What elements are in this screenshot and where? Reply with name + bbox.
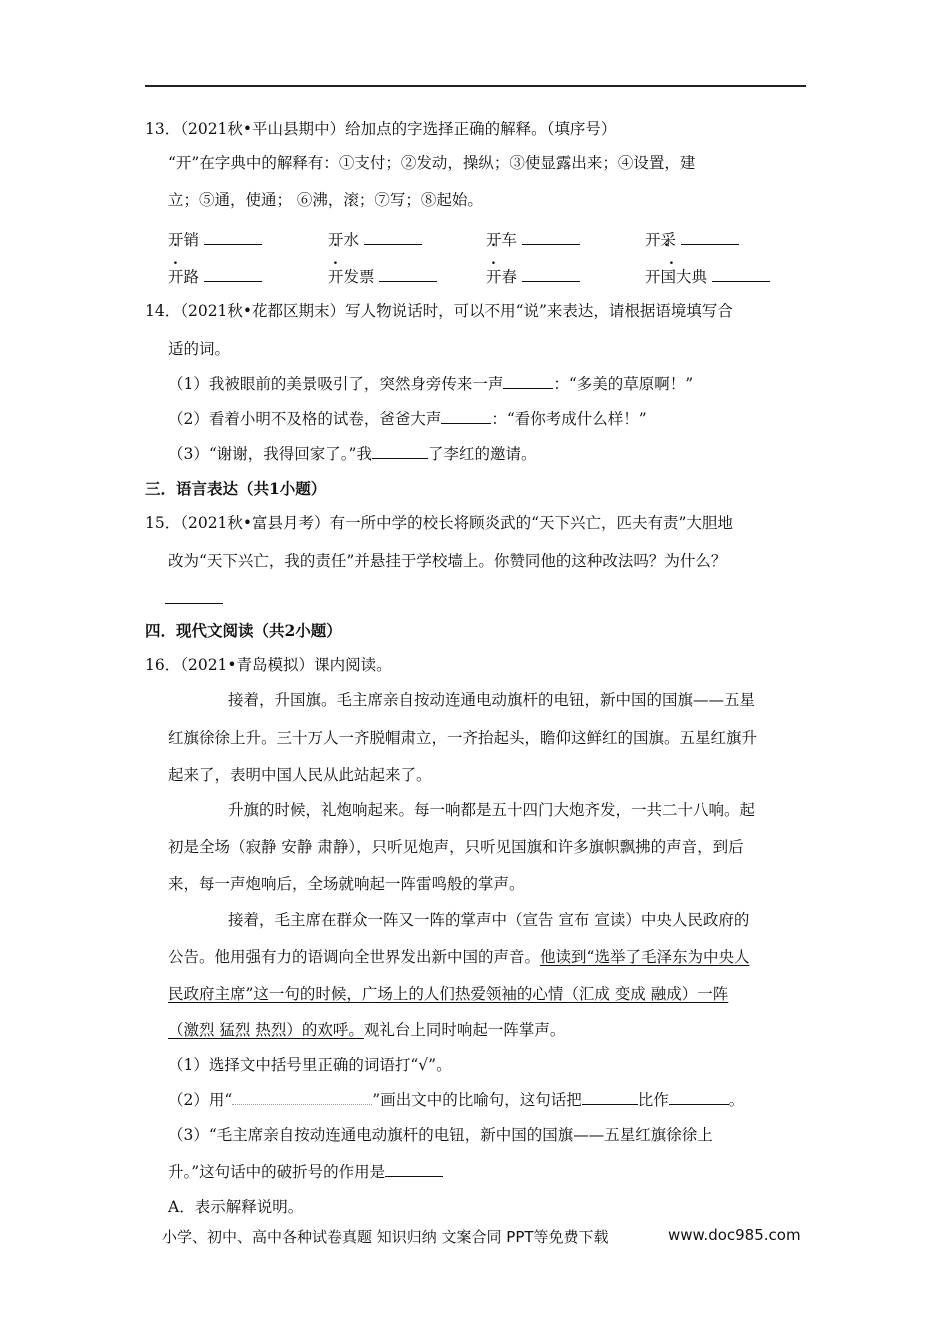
q13-item xyxy=(486,266,580,288)
q13-word: 开发票 xyxy=(328,268,375,286)
answer-blank[interactable] xyxy=(441,408,491,424)
q13-word: 开车 xyxy=(486,231,518,249)
q13-item xyxy=(645,229,739,251)
q13-item xyxy=(168,266,262,288)
simile-underline: 他读到“选举了毛泽东为中央人 xyxy=(540,948,750,966)
q16-sub-3-line-1: （3）“毛主席亲自按动连通电动旗杆的电钮，新中国的国旗——五星红旗徐徐上 xyxy=(168,1126,713,1144)
header-rule xyxy=(145,85,806,87)
emphasis-dot: . xyxy=(669,252,674,268)
passage-p1-line: 接着，升国旗。毛主席亲自按动连通电动旗杆的电钮，新中国的国旗——五星 xyxy=(228,691,756,709)
simile-underline: （激烈 猛烈 热烈）的欢呼。 xyxy=(168,1021,364,1039)
wavy-line-sample xyxy=(232,1092,372,1105)
q16-stem: 16．（2021•青岛模拟）课内阅读。 xyxy=(145,656,392,674)
q14-s2-after: ：“看你考成什么样！” xyxy=(491,410,647,428)
q13-item xyxy=(328,229,422,251)
q16-sub2-a: （2）用“ xyxy=(168,1091,233,1109)
q14-s1-before: （1）我被眼前的美景吸引了，突然身旁传来一声 xyxy=(168,375,504,393)
answer-blank[interactable] xyxy=(522,229,580,245)
footer-url[interactable]: www.doc985.com xyxy=(668,1226,801,1244)
q16-sub-1: （1）选择文中括号里正确的词语打“√”。 xyxy=(168,1056,452,1074)
answer-blank[interactable] xyxy=(522,266,580,282)
answer-blank[interactable] xyxy=(165,603,223,604)
answer-blank[interactable] xyxy=(712,266,770,282)
answer-blank[interactable] xyxy=(385,1161,443,1177)
passage-p3-line xyxy=(168,946,749,968)
passage-p2-line: 升旗的时候，礼炮响起来。每一响都是五十四门大炮齐发，一共二十八响。起 xyxy=(228,801,756,819)
q14-stem-2: 适的词。 xyxy=(168,340,231,358)
section-4-heading: 四．现代文阅读（共2小题） xyxy=(145,621,342,640)
q13-word: 开销 xyxy=(168,231,200,249)
q16-sub2-b: ”画出文中的比喻句，这句话把 xyxy=(372,1091,582,1109)
answer-blank[interactable] xyxy=(681,229,739,245)
q16-sub2-d: 。 xyxy=(728,1091,745,1109)
simile-underline: 民政府主席”这一句的时候，广场上的人们热爱领袖的心情（汇成 变成 融成）一阵 xyxy=(168,985,729,1003)
q14-sentence-3 xyxy=(168,443,536,465)
q13-item xyxy=(168,229,262,251)
emphasis-dot: . xyxy=(491,252,496,268)
passage-p3-line xyxy=(168,1019,565,1041)
q13-item xyxy=(328,266,437,288)
emphasis-dot: . xyxy=(333,252,338,268)
q14-sentence-1 xyxy=(168,373,693,395)
q13-item xyxy=(645,266,770,288)
q16-sub2-c: 比作 xyxy=(637,1091,669,1109)
passage-p1-line: 起来了，表明中国人民从此站起来了。 xyxy=(168,766,432,784)
q15-line-2: 改为“天下兴亡，我的责任”并悬挂于学校墙上。你赞同他的这种改法吗？为什么？ xyxy=(168,552,727,570)
answer-blank[interactable] xyxy=(364,229,422,245)
passage-p3-line: 接着，毛主席在群众一阵又一阵的掌声中（宣告 宣布 宣读）中央人民政府的 xyxy=(228,911,750,929)
q14-stem-1: 14．（2021秋•花都区期末）写人物说话时，可以不用“说”来表达，请根据语境填写合 xyxy=(145,302,733,320)
passage-text: 观礼台上同时响起一阵掌声。 xyxy=(363,1021,566,1039)
answer-blank[interactable] xyxy=(204,229,262,245)
q13-row-1 xyxy=(168,229,808,251)
q15-line-1: 15．（2021秋•富县月考）有一所中学的校长将顾炎武的“天下兴亡，匹夫有责”大胆地 xyxy=(145,514,733,532)
section-3-heading: 三．语言表达（共1小题） xyxy=(145,479,327,498)
passage-p2-line: 来，每一声炮响后，全场就响起一阵雷鸣般的掌声。 xyxy=(168,875,525,893)
q13-definitions-1: “开”在字典中的解释有：①支付；②发动，操纵；③使显露出来；④设置，建 xyxy=(168,154,696,172)
answer-blank[interactable] xyxy=(379,266,437,282)
passage-p2-line: 初是全场（寂静 安静 肃静），只听见炮声，只听见国旗和许多旗帜飘拂的声音，到后 xyxy=(168,838,744,856)
q14-s3-after: 了李红的邀请。 xyxy=(427,445,537,463)
q14-s3-before: （3）“谢谢，我得回家了。”我 xyxy=(168,445,372,463)
answer-blank[interactable] xyxy=(669,1089,729,1105)
q16-sub-3-line-2 xyxy=(168,1161,443,1183)
passage-text: 公告。他用强有力的语调向全世界发出新中国的声音。 xyxy=(168,948,541,966)
emphasis-dot: . xyxy=(173,252,178,268)
q13-row-2 xyxy=(168,266,808,288)
q13-definitions-2: 立；⑤通，使通； ⑥沸，滚；⑦写；⑧起始。 xyxy=(168,191,483,209)
q13-word: 开春 xyxy=(486,268,518,286)
passage-p1-line: 红旗徐徐上升。三十万人一齐脱帽肃立，一齐抬起头，瞻仰这鲜红的国旗。五星红旗升 xyxy=(168,729,758,747)
q13-word: 开国大典 xyxy=(645,268,708,286)
q16-sub-2 xyxy=(168,1089,744,1111)
q13-stem: 13．（2021秋•平山县期中）给加点的字选择正确的解释。（填序号） xyxy=(145,120,617,138)
q13-word: 开路 xyxy=(168,268,200,286)
answer-blank[interactable] xyxy=(582,1089,638,1105)
q13-item xyxy=(486,229,580,251)
q16-sub3-b: 升。”这句话中的破折号的作用是 xyxy=(168,1163,386,1181)
q14-sentence-2 xyxy=(168,408,647,430)
q13-word: 开采 xyxy=(645,231,677,249)
answer-blank[interactable] xyxy=(372,443,428,459)
q14-s2-before: （2）看着小明不及格的试卷，爸爸大声 xyxy=(168,410,442,428)
q16-option-a[interactable]: A．表示解释说明。 xyxy=(168,1198,304,1216)
answer-blank[interactable] xyxy=(204,266,262,282)
passage-p3-line xyxy=(168,983,728,1005)
q13-word: 开水 xyxy=(328,231,360,249)
footer-text: 小学、初中、高中各种试卷真题 知识归纳 文案合同 PPT等免费下载 xyxy=(162,1228,609,1246)
q14-s1-after: ：“多美的草原啊！” xyxy=(553,375,694,393)
answer-blank[interactable] xyxy=(503,373,553,389)
